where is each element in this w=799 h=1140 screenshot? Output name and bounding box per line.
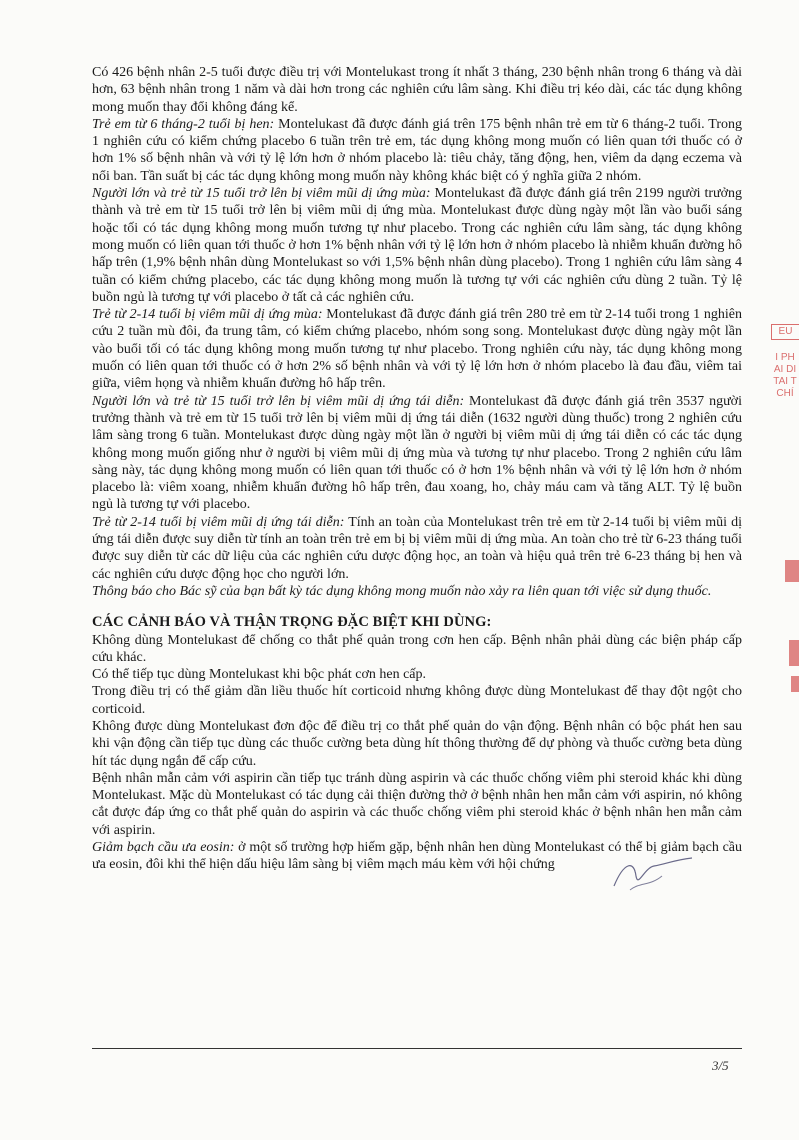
warnings-section bbox=[92, 614, 742, 873]
paragraph-italic: Thông báo cho Bác sỹ của bạn bất kỳ tác dụng không mong muốn nào xảy ra liên quan tới việc sử dụng thuốc. bbox=[92, 583, 712, 599]
section-heading: CÁC CẢNH BÁO VÀ THẬN TRỌNG ĐẶC BIỆT KHI DÙNG: bbox=[92, 614, 492, 631]
paragraph-text: Montelukast đã được đánh giá trên 2199 người trưởng thành và trẻ em từ 15 tuổi trở lên bị viêm mũi dị ứng mùa. Montelukast được dùng ngày một lần vào buổi sáng hoặc tối có tác dụng không mong muốn tương tự như placebo. Trong các nghiên cứu lâm sàng, tác dụng không mong muốn có liên quan tới thuốc ở hơn 1% bệnh nhân với tỷ lệ lớn hơn ở nhóm placebo là nhiễm khuẩn đường hô hấp trên (1,9% bệnh nhân dùng Montelukast so với 1,5% bệnh nhân dùng placebo). Trong 1 nghiên cứu lâm sàng 4 tuần có kiểm chứng placebo, các tác dụng không mong muốn là tương tự với các nghiên cứu dùng 2 tuần. Tỷ lệ buồn ngủ là tương tự với placebo ở tất cả các nghiên cứu. bbox=[92, 186, 743, 305]
paragraph-text: Không được dùng Montelukast đơn độc để điều trị co thắt phế quản do vận động. Bệnh nhân có bộc phát hen sau khi vận động cần tiếp tục dùng các thuốc cường beta dùng hít thông thường để dự phòng và thuốc cường beta dùng hít tác dụng ngắn để cấp cứu. bbox=[92, 718, 742, 769]
adverse-effects-section bbox=[92, 64, 742, 600]
approval-stamp-fragment bbox=[771, 324, 799, 340]
paragraph-text: Có 426 bệnh nhân 2-5 tuổi được điều trị với Montelukast trong ít nhất 3 tháng, 230 bệnh nhân trong 6 tháng và dài hơn, 63 bệnh nhân trong 1 năm và dài hơn trong các nghiên cứu lâm sàng. Khi điều trị kéo dài, các tác dụng không mong muốn thay đổi không đáng kể. bbox=[92, 65, 742, 115]
paragraph-italic: Trẻ từ 2-14 tuổi bị viêm mũi dị ứng mùa: bbox=[92, 307, 323, 323]
signature-scribble bbox=[610, 856, 696, 896]
paragraph-text: Montelukast đã được đánh giá trên 175 bệnh nhân trẻ em từ 6 tháng-2 tuổi. Trong 1 nghiên cứu có kiểm chứng placebo 6 tuần trên trẻ em, tác dụng không mong muốn có liên quan tới thuốc có ở hơn 1% số bệnh nhân và với tỷ lệ lớn hơn ở nhóm placebo là: tiêu chảy, tăng động, hen, viêm da dạng eczema và nổi ban. Tần suất bị các tác dụng không mong muốn này không khác biệt có ý nghĩa giữa 2 nhóm. bbox=[92, 116, 742, 184]
paragraph bbox=[92, 683, 742, 718]
stamp-edge-mark bbox=[785, 560, 799, 582]
paragraph bbox=[92, 770, 742, 839]
paragraph-italic: Người lớn và trẻ từ 15 tuổi trở lên bị viêm mũi dị ứng tái diễn: bbox=[92, 393, 465, 409]
paragraph bbox=[92, 393, 742, 514]
stamp-edge-mark bbox=[789, 640, 799, 666]
paragraph bbox=[92, 632, 742, 667]
footer-divider bbox=[92, 1048, 742, 1049]
page-number: 3/5 bbox=[712, 1058, 729, 1073]
paragraph-italic: Giảm bạch cầu ưa eosin: bbox=[92, 840, 235, 856]
paragraph bbox=[92, 116, 742, 185]
paragraph-text: ở một số trường hợp hiếm gặp, bệnh nhân hen dùng Montelukast có thể bị giảm bạch cầu ưa eosin, đôi khi thể hiện dấu hiệu lâm sàng bị viêm mạch máu kèm với hội chứng bbox=[92, 840, 742, 873]
paragraph-text: Montelukast đã được đánh giá trên 280 trẻ em từ 2-14 tuổi trong 1 nghiên cứu 2 tuần mù đôi, đa trung tâm, có kiểm chứng placebo, nhóm song song. Montelukast được dùng ngày một lần vào buổi tối có tác dụng không mong muốn tương tự như placebo. Trong nghiên cứu này, tác dụng không mong muốn có liên quan tới thuốc có ở hơn 2% số bệnh nhân và với tỷ lệ lớn hơn ở nhóm placebo là đau đầu, viêm tai giữa, viêm họng và nhiễm khuẩn đường hô hấp trên. bbox=[92, 307, 742, 392]
document-body bbox=[92, 64, 742, 874]
section-spacer bbox=[92, 600, 742, 614]
paragraph-text: Tính an toàn của Montelukast trên trẻ em từ 2-14 tuổi bị viêm mũi dị ứng tái diễn được suy diễn từ tính an toàn trên trẻ em bị bị viêm mũi dị ứng mùa. An toàn cho trẻ từ 6-23 tháng tuổi được suy diễn từ các dữ liệu của các nghiên cứu dược động học, an toàn và hiệu quả trên trẻ 6-23 tháng bị hen và các nghiên cứu dược động học cho người lớn. bbox=[92, 514, 742, 582]
stamp-text: AI DI bbox=[773, 364, 797, 375]
stamp-text: CHÍ bbox=[776, 388, 794, 399]
paragraph bbox=[92, 583, 742, 600]
paragraph-italic: Người lớn và trẻ từ 15 tuổi trở lên bị viêm mũi dị ứng mùa: bbox=[92, 186, 431, 202]
paragraph-text: Bệnh nhân mẫn cảm với aspirin cần tiếp tục tránh dùng aspirin và các thuốc chống viêm phi steroid khác khi dùng Montelukast. Mặc dù Montelukast có tác dụng cải thiện đường thở ở bệnh nhân hen mẫn cảm với aspirin, nó không cắt được đáp ứng co thắt phế quản do aspirin và các thuốc chống viêm phi steroid khác ở bệnh nhân hen mẫn cảm với aspirin. bbox=[92, 770, 742, 838]
paragraph-text: Montelukast đã được đánh giá trên 3537 người trưởng thành và trẻ em từ 15 tuổi trở lên bị viêm mũi dị ứng tái diễn (1632 người dùng thuốc) trong 2 nghiên cứu lâm sàng trong 6 tuần. Montelukast được dùng ngày một lần ở người bị viêm mũi dị ứng tái diễn có các tác dụng không mong muốn giống như ở người bị viêm mũi dị ứng mùa và tương tự như placebo. Trong 2 nghiên cứu lâm sàng này, tác dụng không mong muốn có liên quan tới thuốc có ở hơn 1% bệnh nhân và với tỷ lệ lớn hơn ở nhóm placebo là: viêm xoang, nhiễm khuẩn đường hô hấp trên, đau xoang, ho, chảy máu cam và tăng ALT. Tỷ lệ buồn ngủ là tương tự với placebo. bbox=[92, 393, 742, 513]
paragraph bbox=[92, 718, 742, 770]
paragraph bbox=[92, 185, 742, 306]
stamp-text: TAI T bbox=[773, 376, 797, 387]
stamp-edge-mark bbox=[791, 676, 799, 692]
paragraph-italic: Trẻ em từ 6 tháng-2 tuổi bị hen: bbox=[92, 116, 275, 132]
paragraph-italic: Trẻ từ 2-14 tuổi bị viêm mũi dị ứng tái diễn: bbox=[92, 514, 345, 530]
paragraph bbox=[92, 514, 742, 583]
paragraph bbox=[92, 666, 742, 683]
stamp-text: EU bbox=[771, 324, 799, 340]
paragraph bbox=[92, 64, 742, 116]
paragraph bbox=[92, 306, 742, 392]
paragraph-text: Trong điều trị có thể giảm dần liều thuốc hít corticoid nhưng không được dùng Montelukast để thay đột ngột cho corticoid. bbox=[92, 684, 742, 717]
paragraph-text: Có thể tiếp tục dùng Montelukast khi bộc phát cơn hen cấp. bbox=[92, 667, 426, 683]
stamp-text: I PH bbox=[775, 352, 795, 363]
paragraph-text: Không dùng Montelukast để chống co thắt phế quản trong cơn hen cấp. Bệnh nhân phải dùng các biện pháp cấp cứu khác. bbox=[92, 632, 742, 665]
approval-stamp-text bbox=[771, 352, 799, 400]
